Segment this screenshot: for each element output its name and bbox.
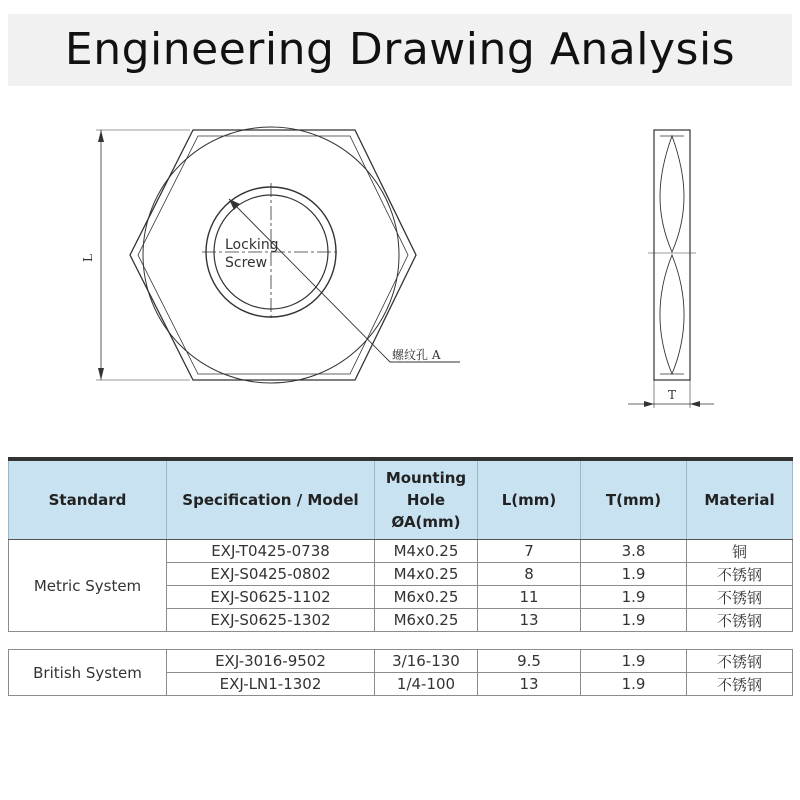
spacer-cell: [375, 632, 478, 650]
material-cell: 不锈钢: [687, 650, 793, 673]
table-row: [9, 650, 793, 673]
header-standard: Standard: [9, 459, 167, 540]
material-cell: 不锈钢: [687, 673, 793, 696]
side-lower-lobe: [660, 255, 684, 374]
hole-cell: M4x0.25: [375, 563, 478, 586]
l-cell: 11: [478, 586, 581, 609]
model-cell: EXJ-LN1-1302: [167, 673, 375, 696]
hex-outline: [130, 130, 416, 380]
model-cell: EXJ-3016-9502: [167, 650, 375, 673]
l-cell: 8: [478, 563, 581, 586]
hex-nut-side-view: [628, 130, 714, 408]
l-cell: 7: [478, 540, 581, 563]
hex-nut-front-view: [96, 127, 460, 383]
hole-cell: M4x0.25: [375, 540, 478, 563]
header-hole-line2: Hole: [406, 491, 446, 509]
spacer-cell: [687, 632, 793, 650]
spacer-cell: [9, 632, 167, 650]
spacer-cell: [167, 632, 375, 650]
leader-line: [229, 199, 390, 362]
group-spacer-row: [9, 632, 793, 650]
l-cell: 9.5: [478, 650, 581, 673]
t-cell: 1.9: [581, 609, 687, 632]
hole-cell: M6x0.25: [375, 586, 478, 609]
l-cell: 13: [478, 609, 581, 632]
hole-cell: M6x0.25: [375, 609, 478, 632]
model-cell: EXJ-S0425-0802: [167, 563, 375, 586]
dim-L-arrow-bottom: [98, 368, 104, 380]
hex-inner-chamfer: [138, 136, 408, 374]
thread-hole-label: 螺纹孔 A: [392, 348, 441, 362]
material-cell: 不锈钢: [687, 563, 793, 586]
header-hole: [375, 459, 478, 540]
table-row: [9, 540, 793, 563]
center-label-line1: Locking: [225, 237, 279, 253]
header-l: L(mm): [478, 459, 581, 540]
dim-L-label: L: [81, 254, 95, 262]
spacer-cell: [581, 632, 687, 650]
t-cell: 3.8: [581, 540, 687, 563]
hole-cell: 1/4-100: [375, 673, 478, 696]
hole-cell: 3/16-130: [375, 650, 478, 673]
material-cell: 不锈钢: [687, 609, 793, 632]
material-cell: 铜: [687, 540, 793, 563]
l-cell: 13: [478, 673, 581, 696]
model-cell: EXJ-T0425-0738: [167, 540, 375, 563]
dim-T-arrow-left: [644, 401, 654, 407]
table-header-row: [9, 459, 793, 540]
center-label-line2: Screw: [225, 255, 268, 271]
page-title: Engineering Drawing Analysis: [64, 24, 736, 75]
t-cell: 1.9: [581, 650, 687, 673]
header-t: T(mm): [581, 459, 687, 540]
engineering-drawing: [0, 95, 800, 415]
header-hole-line1: Mounting: [385, 469, 467, 487]
t-cell: 1.9: [581, 563, 687, 586]
standard-cell-british: British System: [9, 650, 167, 696]
header-model: Specification / Model: [167, 459, 375, 540]
header-material: Material: [687, 459, 793, 540]
side-upper-lobe: [660, 136, 684, 252]
spacer-cell: [478, 632, 581, 650]
standard-cell-metric: Metric System: [9, 540, 167, 632]
model-cell: EXJ-S0625-1302: [167, 609, 375, 632]
header-hole-line3: ØA(mm): [391, 513, 461, 531]
specification-table: [8, 457, 793, 696]
t-cell: 1.9: [581, 673, 687, 696]
dim-T-arrow-right: [690, 401, 700, 407]
t-cell: 1.9: [581, 586, 687, 609]
dim-T-label: T: [667, 388, 677, 402]
material-cell: 不锈钢: [687, 586, 793, 609]
dim-L-arrow-top: [98, 130, 104, 142]
model-cell: EXJ-S0625-1102: [167, 586, 375, 609]
